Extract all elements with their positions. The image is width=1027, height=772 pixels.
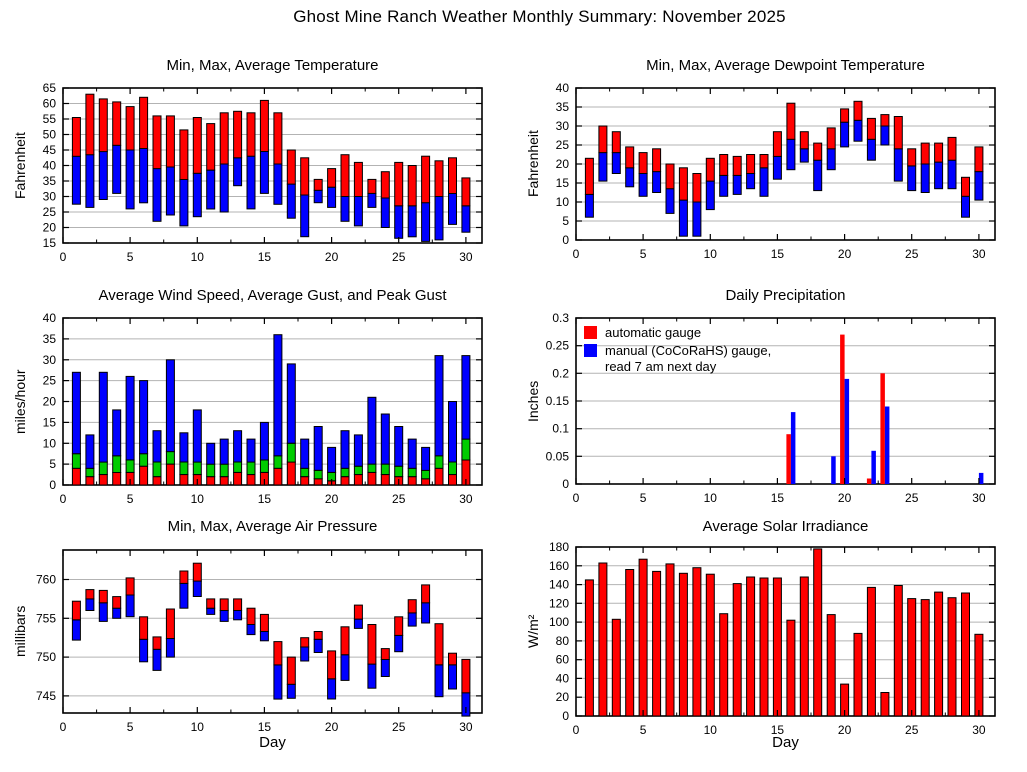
- svg-text:0: 0: [59, 492, 67, 506]
- svg-text:20: 20: [324, 250, 339, 264]
- svg-text:35: 35: [555, 100, 569, 114]
- svg-text:0.1: 0.1: [552, 421, 569, 436]
- svg-text:15: 15: [257, 250, 272, 264]
- svg-text:10: 10: [703, 247, 717, 261]
- svg-text:5: 5: [126, 250, 134, 264]
- svg-text:15: 15: [257, 492, 272, 506]
- svg-text:0: 0: [49, 478, 56, 492]
- svg-text:35: 35: [42, 331, 56, 346]
- y-axis-label: millibars: [12, 605, 28, 658]
- svg-text:0: 0: [59, 250, 67, 264]
- svg-text:5: 5: [639, 247, 647, 261]
- svg-text:0: 0: [562, 477, 569, 491]
- svg-text:140: 140: [548, 577, 569, 592]
- svg-text:0.2: 0.2: [552, 366, 569, 381]
- y-axis-label: Fahrenheit: [525, 130, 541, 198]
- svg-text:10: 10: [703, 723, 717, 737]
- svg-text:100: 100: [548, 615, 569, 630]
- svg-text:30: 30: [459, 720, 473, 734]
- svg-text:30: 30: [555, 119, 569, 133]
- svg-text:20: 20: [324, 720, 339, 734]
- svg-text:0.05: 0.05: [545, 449, 569, 464]
- solar-plot: [521, 539, 1007, 740]
- svg-text:25: 25: [392, 720, 406, 734]
- legend-label: manual (CoCoRaHS) gauge, read 7 am next day: [605, 343, 772, 374]
- svg-text:10: 10: [703, 491, 717, 505]
- svg-text:0: 0: [572, 723, 580, 737]
- svg-text:60: 60: [42, 96, 56, 111]
- svg-text:10: 10: [190, 250, 204, 264]
- svg-text:20: 20: [837, 491, 852, 505]
- svg-text:0.25: 0.25: [545, 338, 569, 353]
- svg-text:5: 5: [562, 214, 569, 228]
- svg-text:0.15: 0.15: [545, 394, 569, 408]
- svg-text:40: 40: [42, 311, 56, 325]
- dewpoint-plot: [521, 80, 1007, 264]
- svg-text:25: 25: [392, 492, 406, 506]
- chart-title: Average Wind Speed, Average Gust, and Peak Gust: [98, 287, 447, 304]
- svg-text:5: 5: [639, 491, 647, 505]
- legend-swatch-manual: [584, 344, 597, 357]
- svg-text:15: 15: [257, 720, 272, 734]
- svg-text:45: 45: [42, 143, 56, 157]
- svg-text:40: 40: [555, 81, 569, 95]
- svg-text:750: 750: [35, 650, 56, 665]
- svg-text:0: 0: [562, 233, 569, 247]
- svg-text:20: 20: [324, 492, 339, 506]
- y-axis-label: Inches: [525, 380, 541, 422]
- x-axis-label: Day: [259, 734, 286, 751]
- svg-text:160: 160: [548, 558, 569, 573]
- pressure-plot: [8, 542, 494, 737]
- svg-text:0: 0: [562, 709, 569, 723]
- svg-text:20: 20: [837, 247, 852, 261]
- svg-text:15: 15: [770, 247, 785, 261]
- svg-text:50: 50: [42, 127, 56, 142]
- legend: [584, 325, 771, 377]
- y-axis-label: W/m²: [525, 614, 541, 649]
- svg-text:80: 80: [555, 633, 569, 648]
- svg-text:20: 20: [42, 220, 56, 235]
- svg-text:20: 20: [555, 690, 569, 705]
- temperature-plot: [8, 80, 494, 267]
- svg-text:55: 55: [42, 112, 56, 126]
- chart-title: Min, Max, Average Air Pressure: [167, 518, 378, 535]
- svg-text:25: 25: [905, 247, 919, 261]
- figure-title: Ghost Mine Ranch Weather Monthly Summary: November 2025: [293, 7, 786, 26]
- svg-text:745: 745: [35, 688, 56, 703]
- svg-text:0: 0: [572, 247, 580, 261]
- svg-text:15: 15: [770, 723, 785, 737]
- svg-text:25: 25: [905, 491, 919, 505]
- svg-text:180: 180: [548, 540, 569, 554]
- legend-swatch-automatic: [584, 326, 597, 339]
- svg-text:30: 30: [972, 247, 986, 261]
- svg-text:760: 760: [35, 572, 56, 587]
- svg-text:35: 35: [42, 174, 56, 188]
- legend-item-automatic: [584, 325, 771, 341]
- svg-text:40: 40: [42, 158, 56, 173]
- svg-text:30: 30: [972, 723, 986, 737]
- svg-text:10: 10: [190, 492, 204, 506]
- svg-text:20: 20: [555, 157, 569, 171]
- svg-text:5: 5: [639, 723, 647, 737]
- svg-text:20: 20: [837, 723, 852, 737]
- svg-text:15: 15: [770, 491, 785, 505]
- svg-text:15: 15: [555, 176, 569, 190]
- legend-label: automatic gauge: [605, 325, 702, 340]
- svg-text:755: 755: [35, 611, 56, 626]
- chart-title: Average Solar Irradiance: [702, 518, 869, 535]
- svg-text:25: 25: [905, 723, 919, 737]
- svg-text:15: 15: [42, 415, 56, 430]
- svg-text:30: 30: [459, 492, 473, 506]
- svg-text:0: 0: [59, 720, 67, 734]
- svg-text:10: 10: [555, 195, 569, 209]
- svg-text:40: 40: [555, 671, 569, 686]
- svg-text:20: 20: [42, 394, 56, 409]
- svg-text:10: 10: [42, 436, 56, 451]
- svg-text:0: 0: [572, 491, 580, 505]
- svg-text:30: 30: [42, 352, 56, 367]
- svg-text:30: 30: [972, 491, 986, 505]
- svg-text:10: 10: [190, 720, 204, 734]
- svg-text:5: 5: [49, 457, 56, 472]
- svg-text:15: 15: [42, 236, 56, 250]
- svg-text:25: 25: [42, 373, 56, 388]
- svg-text:5: 5: [126, 720, 134, 734]
- svg-text:65: 65: [42, 81, 56, 95]
- y-axis-label: Fahrenheit: [12, 132, 28, 199]
- svg-text:120: 120: [548, 596, 569, 611]
- x-axis-label: Day: [772, 734, 799, 751]
- svg-text:30: 30: [42, 189, 56, 204]
- svg-text:25: 25: [392, 250, 406, 264]
- wind-plot: [8, 310, 494, 509]
- svg-text:5: 5: [126, 492, 134, 506]
- svg-text:60: 60: [555, 652, 569, 667]
- svg-text:0.3: 0.3: [552, 311, 569, 325]
- svg-text:30: 30: [459, 250, 473, 264]
- y-axis-label: miles/hour: [12, 369, 28, 434]
- chart-title: Min, Max, Average Temperature: [166, 57, 379, 74]
- chart-title: Daily Precipitation: [725, 287, 846, 304]
- svg-text:25: 25: [42, 205, 56, 219]
- chart-title: Min, Max, Average Dewpoint Temperature: [646, 57, 925, 74]
- svg-text:25: 25: [555, 138, 569, 152]
- legend-item-manual: [584, 343, 771, 375]
